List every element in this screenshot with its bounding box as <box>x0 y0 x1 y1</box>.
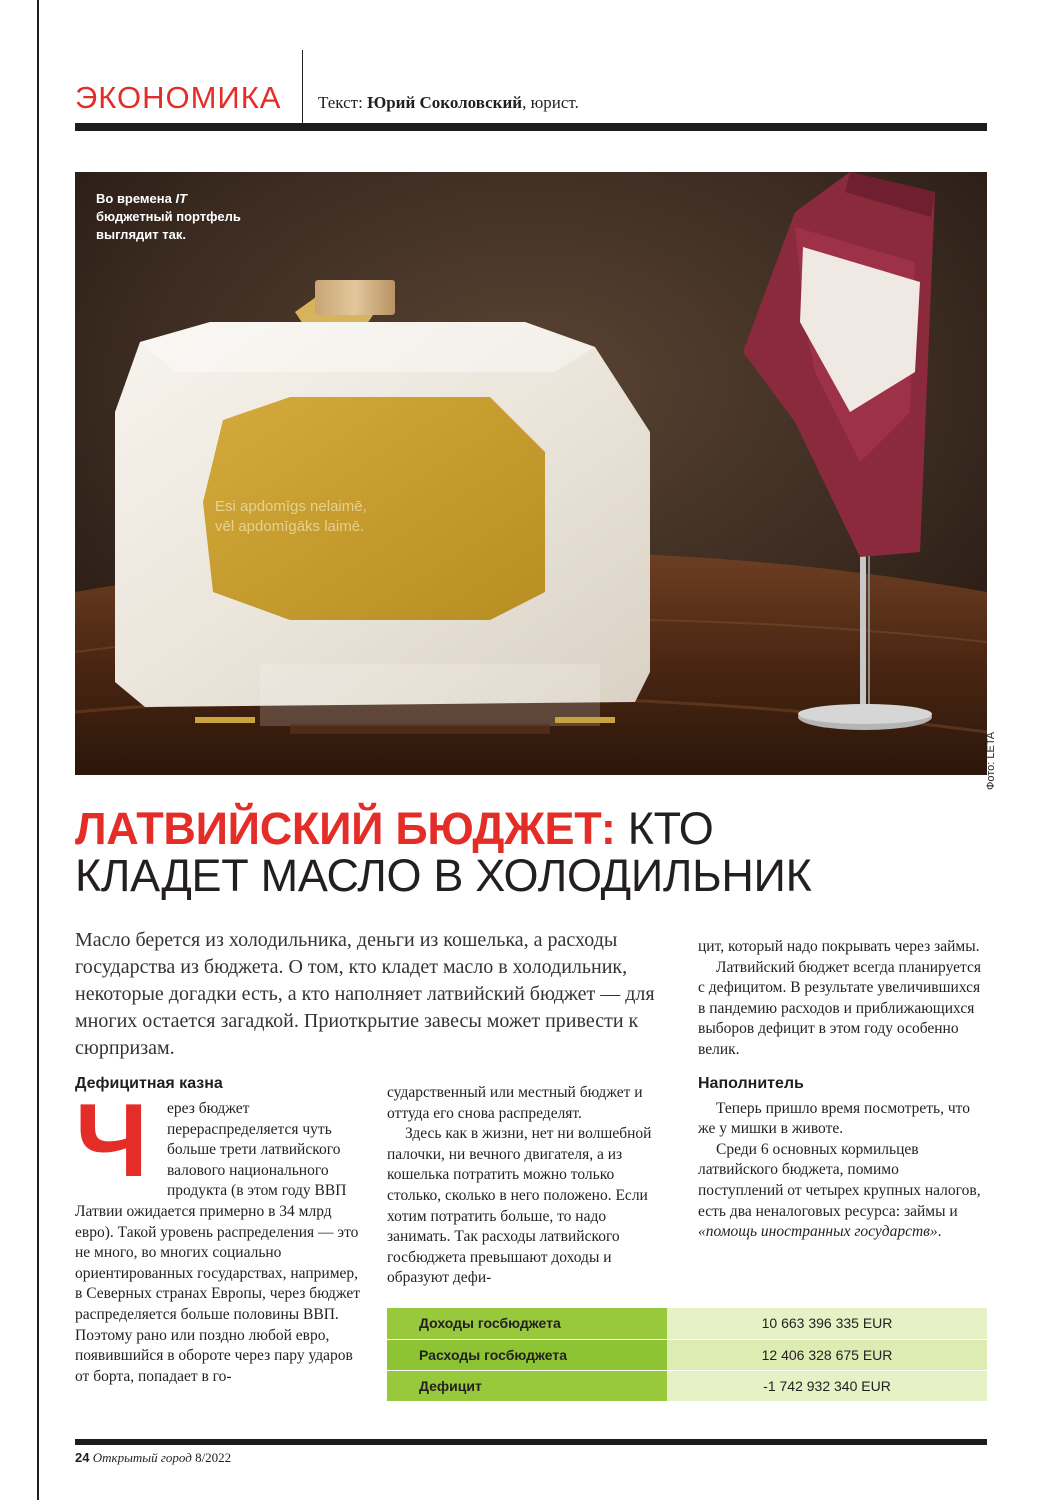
section-label: ЭКОНОМИКА <box>75 80 282 115</box>
author-name: Юрий Соколовский <box>367 93 523 112</box>
page-footer <box>75 1450 231 1466</box>
photo-illustration <box>75 172 987 775</box>
caption-line-1: Во времена <box>96 191 176 206</box>
col2-paragraph-2: Здесь как в жизни, нет ни волшебной палочки, ни вечного двигателя, а из кошелька потратить можно только столько, сколько в него положено. Если хотим потратить больше, то надо занимать. Так расходы латвийского госбюджета превышают доходы и образуют дефи- <box>387 1125 652 1287</box>
subhead-filler: Наполнитель <box>698 1074 804 1092</box>
dropcap-letter: Ч <box>75 1083 149 1199</box>
margin-rule <box>37 0 39 1500</box>
photo-credit: Фото: LETA <box>985 731 997 790</box>
column-3 <box>698 937 988 1243</box>
col3-p4-italic: «помощь иностранных государств» <box>698 1223 938 1241</box>
magazine-name: Открытый город <box>89 1450 192 1465</box>
inscription-line-1: Esi apdomīgs nelaimē, <box>215 498 367 515</box>
table-row <box>387 1370 987 1401</box>
article-headline <box>75 805 1015 899</box>
column-1 <box>75 1073 365 1387</box>
caption-line-3: выглядит так. <box>96 227 186 242</box>
dropcap-box <box>75 1083 161 1199</box>
byline <box>318 93 579 113</box>
footer-bar <box>75 1439 987 1445</box>
issue-number: 8/2022 <box>191 1450 232 1465</box>
header-bar <box>75 123 987 131</box>
col2-paragraph-1: сударственный или местный бюджет и оттуда его снова распределят. <box>387 1084 643 1122</box>
budget-table <box>387 1308 987 1402</box>
photo-caption <box>96 190 296 244</box>
headline-black-1: КТО <box>615 803 714 854</box>
col3-paragraph-4 <box>698 1140 988 1243</box>
column-2 <box>387 1083 669 1289</box>
case-inscription <box>215 497 367 537</box>
subhead-deficit: Дефицитная казна <box>75 1075 223 1092</box>
table-label-expenses: Расходы госбюджета <box>387 1339 667 1370</box>
caption-it: IT <box>175 191 188 206</box>
header-divider <box>302 50 303 125</box>
article-photo <box>75 172 987 775</box>
table-row <box>387 1339 987 1370</box>
col3-p4-text: Среди 6 основных кормильцев латвийского бюджета, помимо поступлений от четырех крупных налогов, есть два неналоговых ресурса: займы и <box>698 1140 981 1220</box>
table-value-revenue: 10 663 396 335 EUR <box>667 1308 987 1339</box>
byline-prefix: Текст: <box>318 93 368 112</box>
headline-black-2: КЛАДЕТ МАСЛО В ХОЛОДИЛЬНИК <box>75 850 812 901</box>
table-value-deficit: -1 742 932 340 EUR <box>667 1370 987 1401</box>
col3-paragraph-3: Теперь пришло время посмотреть, что же у мишки в животе. <box>698 1099 970 1138</box>
col1-text: ерез бюджет перераспределяется чуть больше трети латвийского валового национального продукта (в этом году ВВП Латвии ожидается примерно в 34 млрд евро). Такой уровень распределения — это не много, во многих социально ориентированных государствах, например, в Северных странах Европы, через бюджет распределяется больше половины ВВП. Поэтому рано или поздно любой евро, появившийся в обороте через пару ударов от борта, попадает в го- <box>75 1100 361 1385</box>
page-number: 24 <box>75 1450 90 1465</box>
page-header <box>75 78 987 128</box>
col3-paragraph-2: Латвийский бюджет всегда планируется с дефицитом. В результате увеличившихся в пандемию расходов и приближающихся выборов дефицит в этом году особенно велик. <box>698 958 981 1058</box>
table-label-deficit: Дефицит <box>387 1370 667 1401</box>
article-lead: Масло берется из холодильника, деньги из кошелька, а расходы государства из бюджета. О том, кто кладет масло в холодильник, некоторые догадки есть, а кто наполняет латвийский бюджет — для многих остается загадкой. Приоткрытие завесы может привести к сюрпризам. <box>75 929 655 1059</box>
author-role: , юрист. <box>522 93 579 112</box>
col3-paragraph-1: цит, который надо покрывать через займы. <box>698 938 980 955</box>
table-row <box>387 1308 987 1339</box>
table-value-expenses: 12 406 328 675 EUR <box>667 1339 987 1370</box>
headline-red: ЛАТВИЙСКИЙ БЮДЖЕТ: <box>75 803 616 854</box>
col3-p4-end: . <box>937 1223 942 1241</box>
caption-line-2: бюджетный портфель <box>96 209 241 224</box>
table-label-revenue: Доходы госбюджета <box>387 1308 667 1339</box>
inscription-line-2: vēl apdomīgāks laimē. <box>215 518 365 535</box>
